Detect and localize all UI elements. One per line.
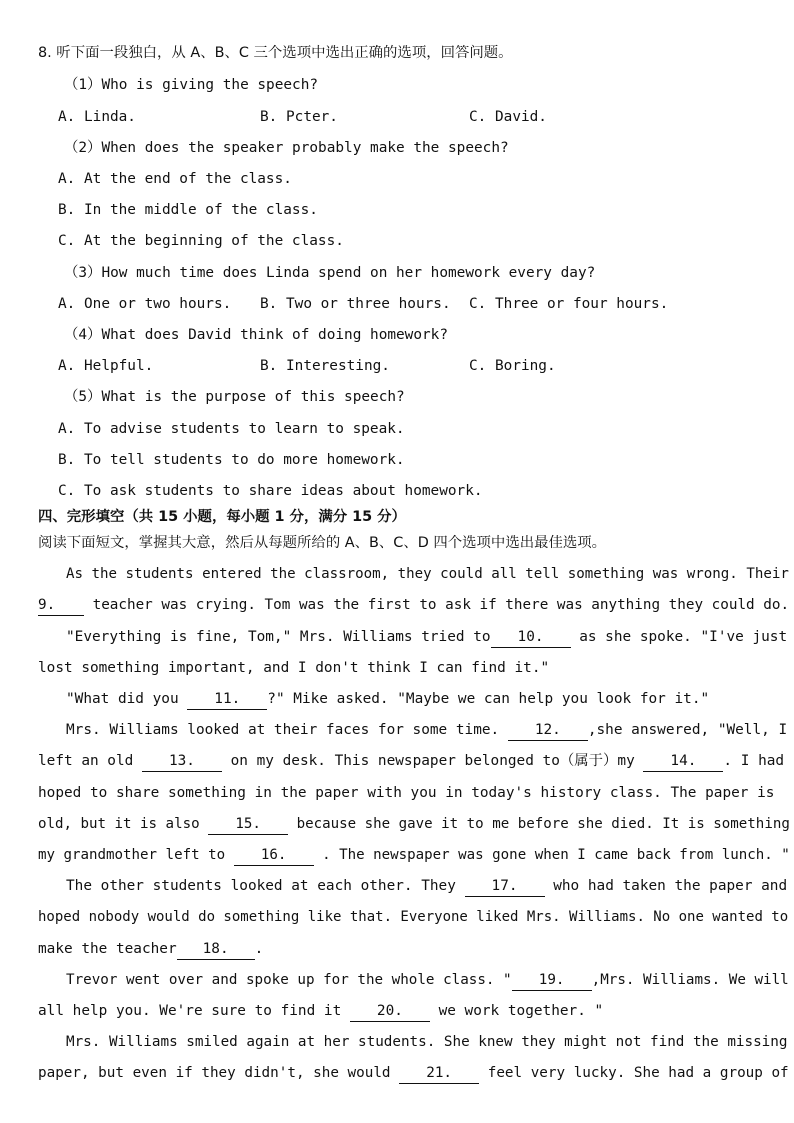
blank-21[interactable]: 21. bbox=[399, 1063, 479, 1084]
passage-line-5: "What did you 11. ?" Mike asked. "Maybe we can help you look for it." bbox=[66, 689, 709, 710]
blank-18[interactable]: 18. bbox=[177, 939, 255, 960]
passage-line-17: paper, but even if they didn't, she would 21. feel very lucky. She had a group of bbox=[38, 1063, 789, 1084]
option-2c: C. At the beginning of the class. bbox=[58, 233, 344, 249]
question-2: （2）When does the speaker probably make the speech? bbox=[64, 140, 509, 156]
passage-line-9: old, but it is also 15. because she gave it to me before she died. It is something bbox=[38, 814, 790, 835]
blank-15[interactable]: 15. bbox=[208, 814, 288, 835]
passage-line-6: Mrs. Williams looked at their faces for some time. 12. ,she answered, "Well, I bbox=[66, 720, 787, 741]
section-heading: 四、完形填空（共 15 小题，每小题 1 分，满分 15 分） bbox=[38, 509, 406, 525]
blank-9[interactable]: 9. bbox=[38, 595, 84, 616]
passage-line-13: make the teacher 18. . bbox=[38, 939, 263, 960]
blank-10[interactable]: 10. bbox=[491, 627, 571, 648]
option-5b: B. To tell students to do more homework. bbox=[58, 452, 405, 468]
passage-text: As the students entered the classroom, they could all tell something was wrong. Their bbox=[66, 566, 789, 582]
option-3b: B. Two or three hours. bbox=[260, 296, 451, 312]
passage-line-7: left an old 13. on my desk. This newspaper belonged to（属于）my 14. . I had bbox=[38, 751, 784, 772]
passage-line-16: Mrs. Williams smiled again at her students. She knew they might not find the missing bbox=[66, 1034, 788, 1050]
q8-intro: 8. 听下面一段独白，从 A、B、C 三个选项中选出正确的选项，回答问题。 bbox=[38, 45, 513, 61]
question-1: （1）Who is giving the speech? bbox=[64, 77, 319, 93]
option-3a: A. One or two hours. bbox=[58, 296, 232, 312]
question-5: （5）What is the purpose of this speech? bbox=[64, 389, 405, 405]
option-1b: B. Pcter. bbox=[260, 109, 338, 125]
option-1c: C. David. bbox=[469, 109, 547, 125]
passage-line-4: lost something important, and I don't think I can find it." bbox=[38, 660, 550, 676]
option-1a: A. Linda. bbox=[58, 109, 136, 125]
blank-16[interactable]: 16. bbox=[234, 845, 314, 866]
blank-19[interactable]: 19. bbox=[512, 970, 592, 991]
blank-17[interactable]: 17. bbox=[465, 876, 545, 897]
option-3c: C. Three or four hours. bbox=[469, 296, 669, 312]
section-instruction: 阅读下面短文，掌握其大意，然后从每题所给的 A、B、C、D 四个选项中选出最佳选项。 bbox=[38, 535, 607, 551]
blank-11[interactable]: 11. bbox=[187, 689, 267, 710]
passage-line-10: my grandmother left to 16. . The newspaper was gone when I came back from lunch. " bbox=[38, 845, 790, 866]
blank-13[interactable]: 13. bbox=[142, 751, 222, 772]
option-4a: A. Helpful. bbox=[58, 358, 154, 374]
passage-line-15: all help you. We're sure to find it 20. we work together. " bbox=[38, 1001, 603, 1022]
blank-20[interactable]: 20. bbox=[350, 1001, 430, 1022]
question-3: （3）How much time does Linda spend on her homework every day? bbox=[64, 265, 596, 281]
option-2b: B. In the middle of the class. bbox=[58, 202, 318, 218]
blank-12[interactable]: 12. bbox=[508, 720, 588, 741]
option-4c: C. Boring. bbox=[469, 358, 556, 374]
option-5a: A. To advise students to learn to speak. bbox=[58, 421, 405, 437]
passage-line-3: "Everything is fine, Tom," Mrs. Williams tried to 10. as she spoke. "I've just bbox=[66, 627, 787, 648]
passage-line-1 bbox=[66, 564, 789, 584]
option-5c: C. To ask students to share ideas about homework. bbox=[58, 483, 483, 499]
passage-line-8: hoped to share something in the paper with you in today's history class. The paper is bbox=[38, 785, 775, 801]
passage-line-12: hoped nobody would do something like that. Everyone liked Mrs. Williams. No one wanted to bbox=[38, 909, 789, 925]
option-2a: A. At the end of the class. bbox=[58, 171, 292, 187]
option-4b: B. Interesting. bbox=[260, 358, 390, 374]
passage-line-14: Trevor went over and spoke up for the whole class. " 19. ,Mrs. Williams. We will bbox=[66, 970, 789, 991]
passage-line-2: 9. teacher was crying. Tom was the first to ask if there was anything they could do. bbox=[38, 595, 789, 616]
passage-line-11: The other students looked at each other. They 17. who had taken the paper and bbox=[66, 876, 787, 897]
question-4: （4）What does David think of doing homework? bbox=[64, 327, 449, 343]
blank-14[interactable]: 14. bbox=[643, 751, 723, 772]
